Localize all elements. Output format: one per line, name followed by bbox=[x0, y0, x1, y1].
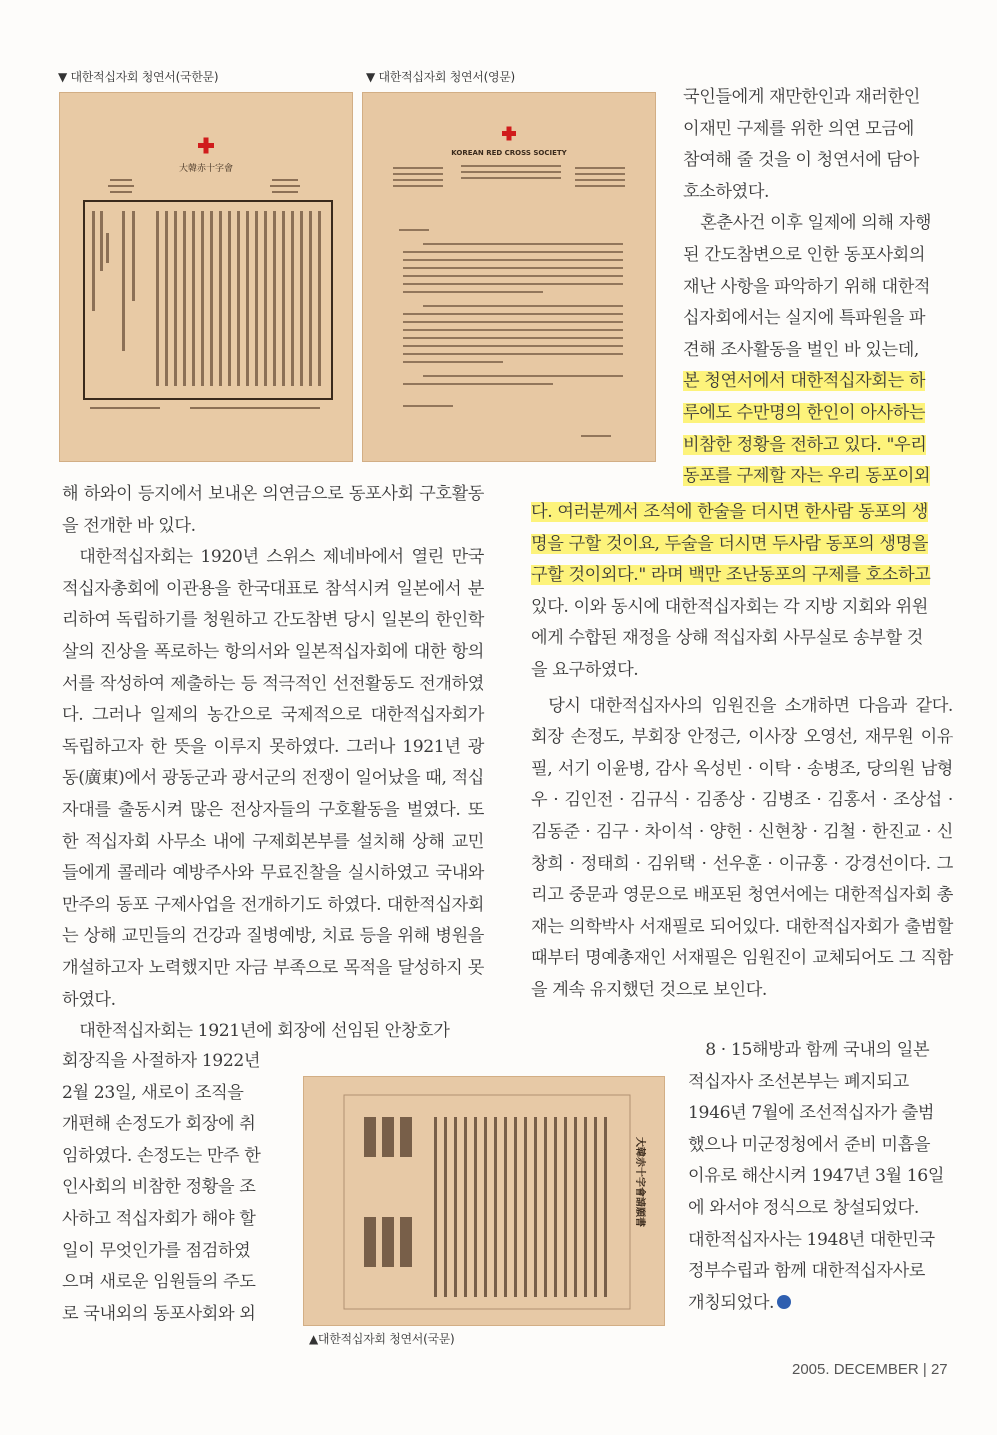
text-line-last: 개칭되었다. bbox=[688, 1288, 956, 1320]
petition-image-english bbox=[362, 92, 656, 462]
text-line-highlighted: 비참한 정황을 전하고 있다. "우리 bbox=[683, 434, 927, 455]
doc3-heading: 大韓赤十字會請願書 bbox=[634, 1137, 645, 1227]
text-line: 대한적십자사는 1948년 대한민국 bbox=[688, 1229, 935, 1250]
caption-english: ▼ 대한적십자회 청연서(영문) bbox=[366, 70, 515, 84]
text-line: 있다. 이와 동시에 대한적십자회는 각 지방 지회와 위원 bbox=[531, 596, 928, 617]
text-line-highlighted: 본 청연서에서 대한적십자회는 하 bbox=[683, 371, 926, 392]
text-line: 에게 수합된 재정을 상해 적십자회 사무실로 송부할 것 bbox=[531, 628, 923, 649]
caption-korean: ▲대한적십자회 청연서(국문) bbox=[309, 1332, 455, 1346]
left-column bbox=[62, 479, 484, 1048]
text-line: 1946년 7월에 조선적십자가 출범 bbox=[688, 1103, 935, 1124]
text-line: 했으나 미군정청에서 준비 미흡을 bbox=[688, 1134, 931, 1155]
text-line: 정부수립과 함께 대한적십자사로 bbox=[688, 1261, 925, 1282]
petition-korean-drawing bbox=[304, 1077, 664, 1325]
text-line: 인사회의 비참한 정황을 조 bbox=[62, 1177, 256, 1198]
text-line: 을 요구하였다. bbox=[531, 659, 639, 680]
text-line-highlighted: 루에도 수만명의 한인이 아사하는 bbox=[683, 402, 926, 423]
page-footer bbox=[792, 1361, 948, 1378]
page-number: 27 bbox=[930, 1361, 948, 1378]
petition-letter-drawing bbox=[363, 93, 655, 461]
paragraph-1921-first-line: 대한적십자회는 1921년에 회장에 선임된 안창호가 bbox=[79, 1021, 450, 1042]
text-line: 국인들에게 재만한인과 재러한인 bbox=[683, 87, 920, 107]
text-line: 참여해 줄 것을 이 청연서에 담아 bbox=[683, 150, 919, 171]
text-line: 견해 조사활동을 벌인 바 있는데, bbox=[683, 339, 919, 360]
paragraph-continuation: 해 하와이 등지에서 보내온 의연금으로 동포사회 구호활동을 전개한 바 있다. bbox=[62, 484, 484, 536]
issue-label: 2005. DECEMBER bbox=[792, 1361, 919, 1378]
text-line: 8 · 15해방과 함께 국내의 일본 bbox=[705, 1040, 930, 1060]
text-line-highlighted: 동포를 구제할 자는 우리 동포이외 bbox=[683, 466, 931, 487]
petition-image-korean bbox=[303, 1076, 665, 1326]
text-line-highlighted: 다. 여러분께서 조석에 한술을 더시면 한사람 동포의 생 bbox=[531, 502, 928, 522]
text-line: 일이 무엇인가를 점검하였 bbox=[62, 1240, 251, 1261]
paragraph-officers: 당시 대한적십자사의 임원진을 소개하면 다음과 같다. 회장 손정도, 부회장 안정근, 이사장 오영선, 재무원 이유필, 서기 이윤병, 감사 옥성빈 · 이탁 · 송병조, 당의원 남형우 · 김인전 · 김규식 · 김종상 · 김병조 · 김홍서 · 조상섭 · 김동준 · 김구 · 차이석 · 양헌 · 신현창 · 김철 · 한진교 · 신창희 · 정태희 · 김위택 · 선우훈 · 이규홍 · 강경선이다. 그리고 중문과 영문으로 배포된 청연서에는 대한적십자회 총재는 의학박사 서재필로 되어있다. 대한적십자회가 출범할 때부터 명예총재인 서재필은 임원진이 교체되어도 그 직함을 계속 유지했던 것으로 보인다. bbox=[531, 695, 953, 1000]
text-line-highlighted: 명을 구할 것이요, 두술을 더시면 두사람 동포의 생명을 bbox=[531, 533, 928, 554]
petition-document-drawing bbox=[60, 93, 352, 461]
caption-korean-chinese: ▼ 대한적십자회 청연서(국한문) bbox=[58, 70, 219, 84]
text-line: 개편해 손정도가 회장에 취 bbox=[62, 1114, 256, 1135]
text-line: 혼춘사건 이후 일제에 의해 자행 bbox=[700, 213, 932, 234]
text-line: 사하고 적십자회가 해야 할 bbox=[62, 1208, 256, 1229]
paragraph-1920: 대한적십자회는 1920년 스위스 제네바에서 열린 만국적십자총회에 이관용을 한국대표로 참석시켜 일본에서 분리하여 독립하기를 청원하고 간도참변 당시 일본의 한인학살의 진상을 폭로하는 항의서와 일본적십자회에 대한 항의서를 작성하여 제출하는 등 적극적인 선전활동도 전개하였다. 그러나 일제의 농간으로 국제적으로 대한적십자회가 독립하고자 한 뜻을 이루지 못하였다. 그러나 1921년 광동(廣東)에서 광동군과 광서군의 전쟁이 일어났을 때, 적십자대를 출동시켜 많은 전상자들의 구호활동을 벌였다. 또한 적십자회 사무소 내에 구제회본부를 설치해 상해 교민들에게 콜레라 예방주사와 무료진찰을 실시하였고 국내와 만주의 동포 구제사업을 전개하기도 하였다. 대한적십자회는 상해 교민들의 건강과 질병예방, 치료 등을 위해 병원을 개설하고자 노력했지만 자금 부족으로 목적을 달성하지 못하였다. bbox=[62, 547, 484, 1010]
text-line: 이유로 해산시켜 1947년 3월 16일 bbox=[688, 1166, 945, 1187]
text-line: 로 국내외의 동포사회와 외 bbox=[62, 1303, 256, 1324]
text-line: 으며 새로운 임원들의 주도 bbox=[62, 1272, 256, 1293]
text-line: 에 와서야 정식으로 창설되었다. bbox=[688, 1197, 919, 1218]
end-mark-icon bbox=[777, 1295, 791, 1309]
text-line: 적십자사 조선본부는 폐지되고 bbox=[688, 1071, 909, 1092]
doc1-heading: 大韓赤十字會 bbox=[178, 164, 234, 174]
text-line: 호소하였다. bbox=[683, 181, 770, 202]
right-column-bottom bbox=[688, 1035, 956, 1319]
text-line: 회장직을 사절하자 1922년 bbox=[62, 1051, 261, 1071]
text-line: 재난 사항을 파악하기 위해 대한적 bbox=[683, 276, 931, 297]
text-line: 임하였다. 손정도는 만주 한 bbox=[62, 1145, 261, 1166]
text-line: 2월 23일, 새로이 조직을 bbox=[62, 1082, 244, 1103]
right-column-top bbox=[683, 82, 951, 493]
right-column-wide bbox=[531, 497, 953, 1007]
text-line: 된 간도참변으로 인한 동포사회의 bbox=[683, 244, 926, 265]
petition-image-korean-chinese bbox=[59, 92, 353, 462]
text-line: 이재민 구제를 위한 의연 모금에 bbox=[683, 118, 914, 139]
doc2-heading: KOREAN RED CROSS SOCIETY bbox=[451, 149, 567, 157]
left-column-narrow bbox=[62, 1046, 284, 1330]
footer-separator: | bbox=[922, 1361, 927, 1378]
text-line-highlighted: 구할 것이외다." 라며 백만 조난동포의 구제를 호소하고 bbox=[531, 565, 931, 586]
text-line: 십자회에서는 실지에 특파원을 파 bbox=[683, 308, 926, 329]
